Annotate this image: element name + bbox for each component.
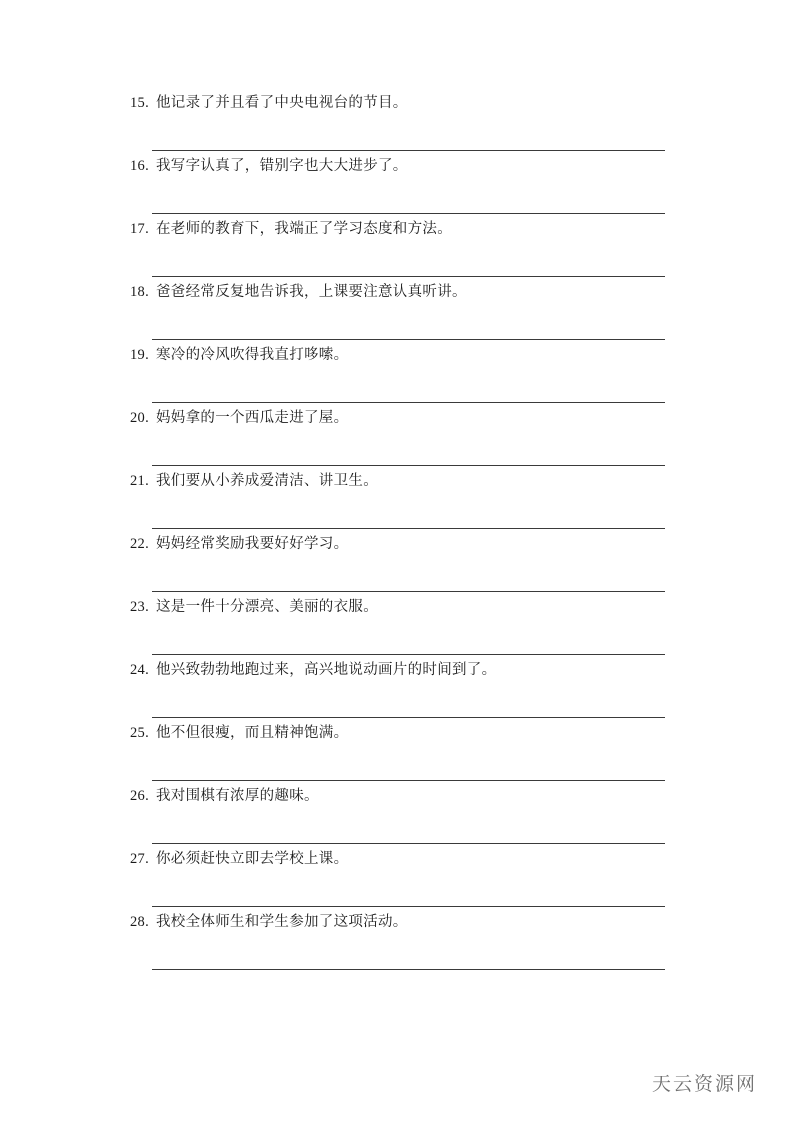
exercise-line	[130, 655, 665, 685]
item-number: 18.	[130, 284, 150, 300]
exercise-line	[130, 907, 665, 937]
item-number: 27.	[130, 851, 150, 867]
item-sentence: 我校全体师生和学生参加了这项活动。	[156, 914, 408, 930]
list-item	[130, 466, 665, 529]
exercise-line	[130, 592, 665, 622]
item-number: 22.	[130, 536, 150, 552]
item-sentence: 我们要从小养成爱清洁、讲卫生。	[156, 473, 378, 489]
exercise-line	[130, 781, 665, 811]
answer-rule	[152, 969, 665, 970]
list-item	[130, 844, 665, 907]
item-sentence: 你必须赶快立即去学校上课。	[156, 851, 349, 867]
item-number: 26.	[130, 788, 150, 804]
answer-space	[130, 748, 665, 780]
list-item	[130, 340, 665, 403]
item-number: 17.	[130, 221, 150, 237]
item-sentence: 寒冷的冷风吹得我直打哆嗦。	[156, 347, 349, 363]
item-sentence: 他兴致勃勃地跑过来，高兴地说动画片的时间到了。	[156, 662, 497, 678]
list-item	[130, 718, 665, 781]
exercise-line	[130, 466, 665, 496]
item-number: 16.	[130, 158, 150, 174]
answer-space	[130, 685, 665, 717]
exercise-line	[130, 340, 665, 370]
item-number: 20.	[130, 410, 150, 426]
item-sentence: 妈妈经常奖励我要好好学习。	[156, 536, 349, 552]
item-sentence: 这是一件十分漂亮、美丽的衣服。	[156, 599, 378, 615]
list-item	[130, 151, 665, 214]
exercise-line	[130, 277, 665, 307]
item-sentence: 在老师的教育下，我端正了学习态度和方法。	[156, 221, 452, 237]
list-item	[130, 529, 665, 592]
answer-space	[130, 118, 665, 150]
item-sentence: 他不但很瘦，而且精神饱满。	[156, 725, 349, 741]
item-number: 15.	[130, 95, 150, 111]
answer-space	[130, 433, 665, 465]
watermark: 天云资源网	[651, 1074, 757, 1095]
list-item	[130, 88, 665, 151]
answer-space	[130, 244, 665, 276]
item-number: 24.	[130, 662, 150, 678]
item-number: 28.	[130, 914, 150, 930]
item-sentence: 我对围棋有浓厚的趣味。	[156, 788, 319, 804]
item-sentence: 我写字认真了，错别字也大大进步了。	[156, 158, 408, 174]
answer-space	[130, 181, 665, 213]
exercise-list	[130, 88, 665, 970]
answer-space	[130, 307, 665, 339]
item-sentence: 爸爸经常反复地告诉我，上课要注意认真听讲。	[156, 284, 467, 300]
item-number: 19.	[130, 347, 150, 363]
list-item	[130, 781, 665, 844]
answer-space	[130, 811, 665, 843]
item-number: 25.	[130, 725, 150, 741]
answer-space	[130, 559, 665, 591]
list-item	[130, 592, 665, 655]
list-item	[130, 655, 665, 718]
exercise-line	[130, 151, 665, 181]
item-number: 23.	[130, 599, 150, 615]
item-sentence: 他记录了并且看了中央电视台的节目。	[156, 95, 408, 111]
answer-space	[130, 874, 665, 906]
exercise-line	[130, 718, 665, 748]
answer-space	[130, 370, 665, 402]
list-item	[130, 277, 665, 340]
item-number: 21.	[130, 473, 150, 489]
list-item	[130, 907, 665, 970]
item-sentence: 妈妈拿的一个西瓜走进了屋。	[156, 410, 349, 426]
list-item	[130, 403, 665, 466]
exercise-line	[130, 88, 665, 118]
exercise-line	[130, 844, 665, 874]
exercise-line	[130, 214, 665, 244]
list-item	[130, 214, 665, 277]
exercise-line	[130, 529, 665, 559]
answer-space	[130, 496, 665, 528]
answer-space	[130, 937, 665, 969]
exercise-line	[130, 403, 665, 433]
answer-space	[130, 622, 665, 654]
